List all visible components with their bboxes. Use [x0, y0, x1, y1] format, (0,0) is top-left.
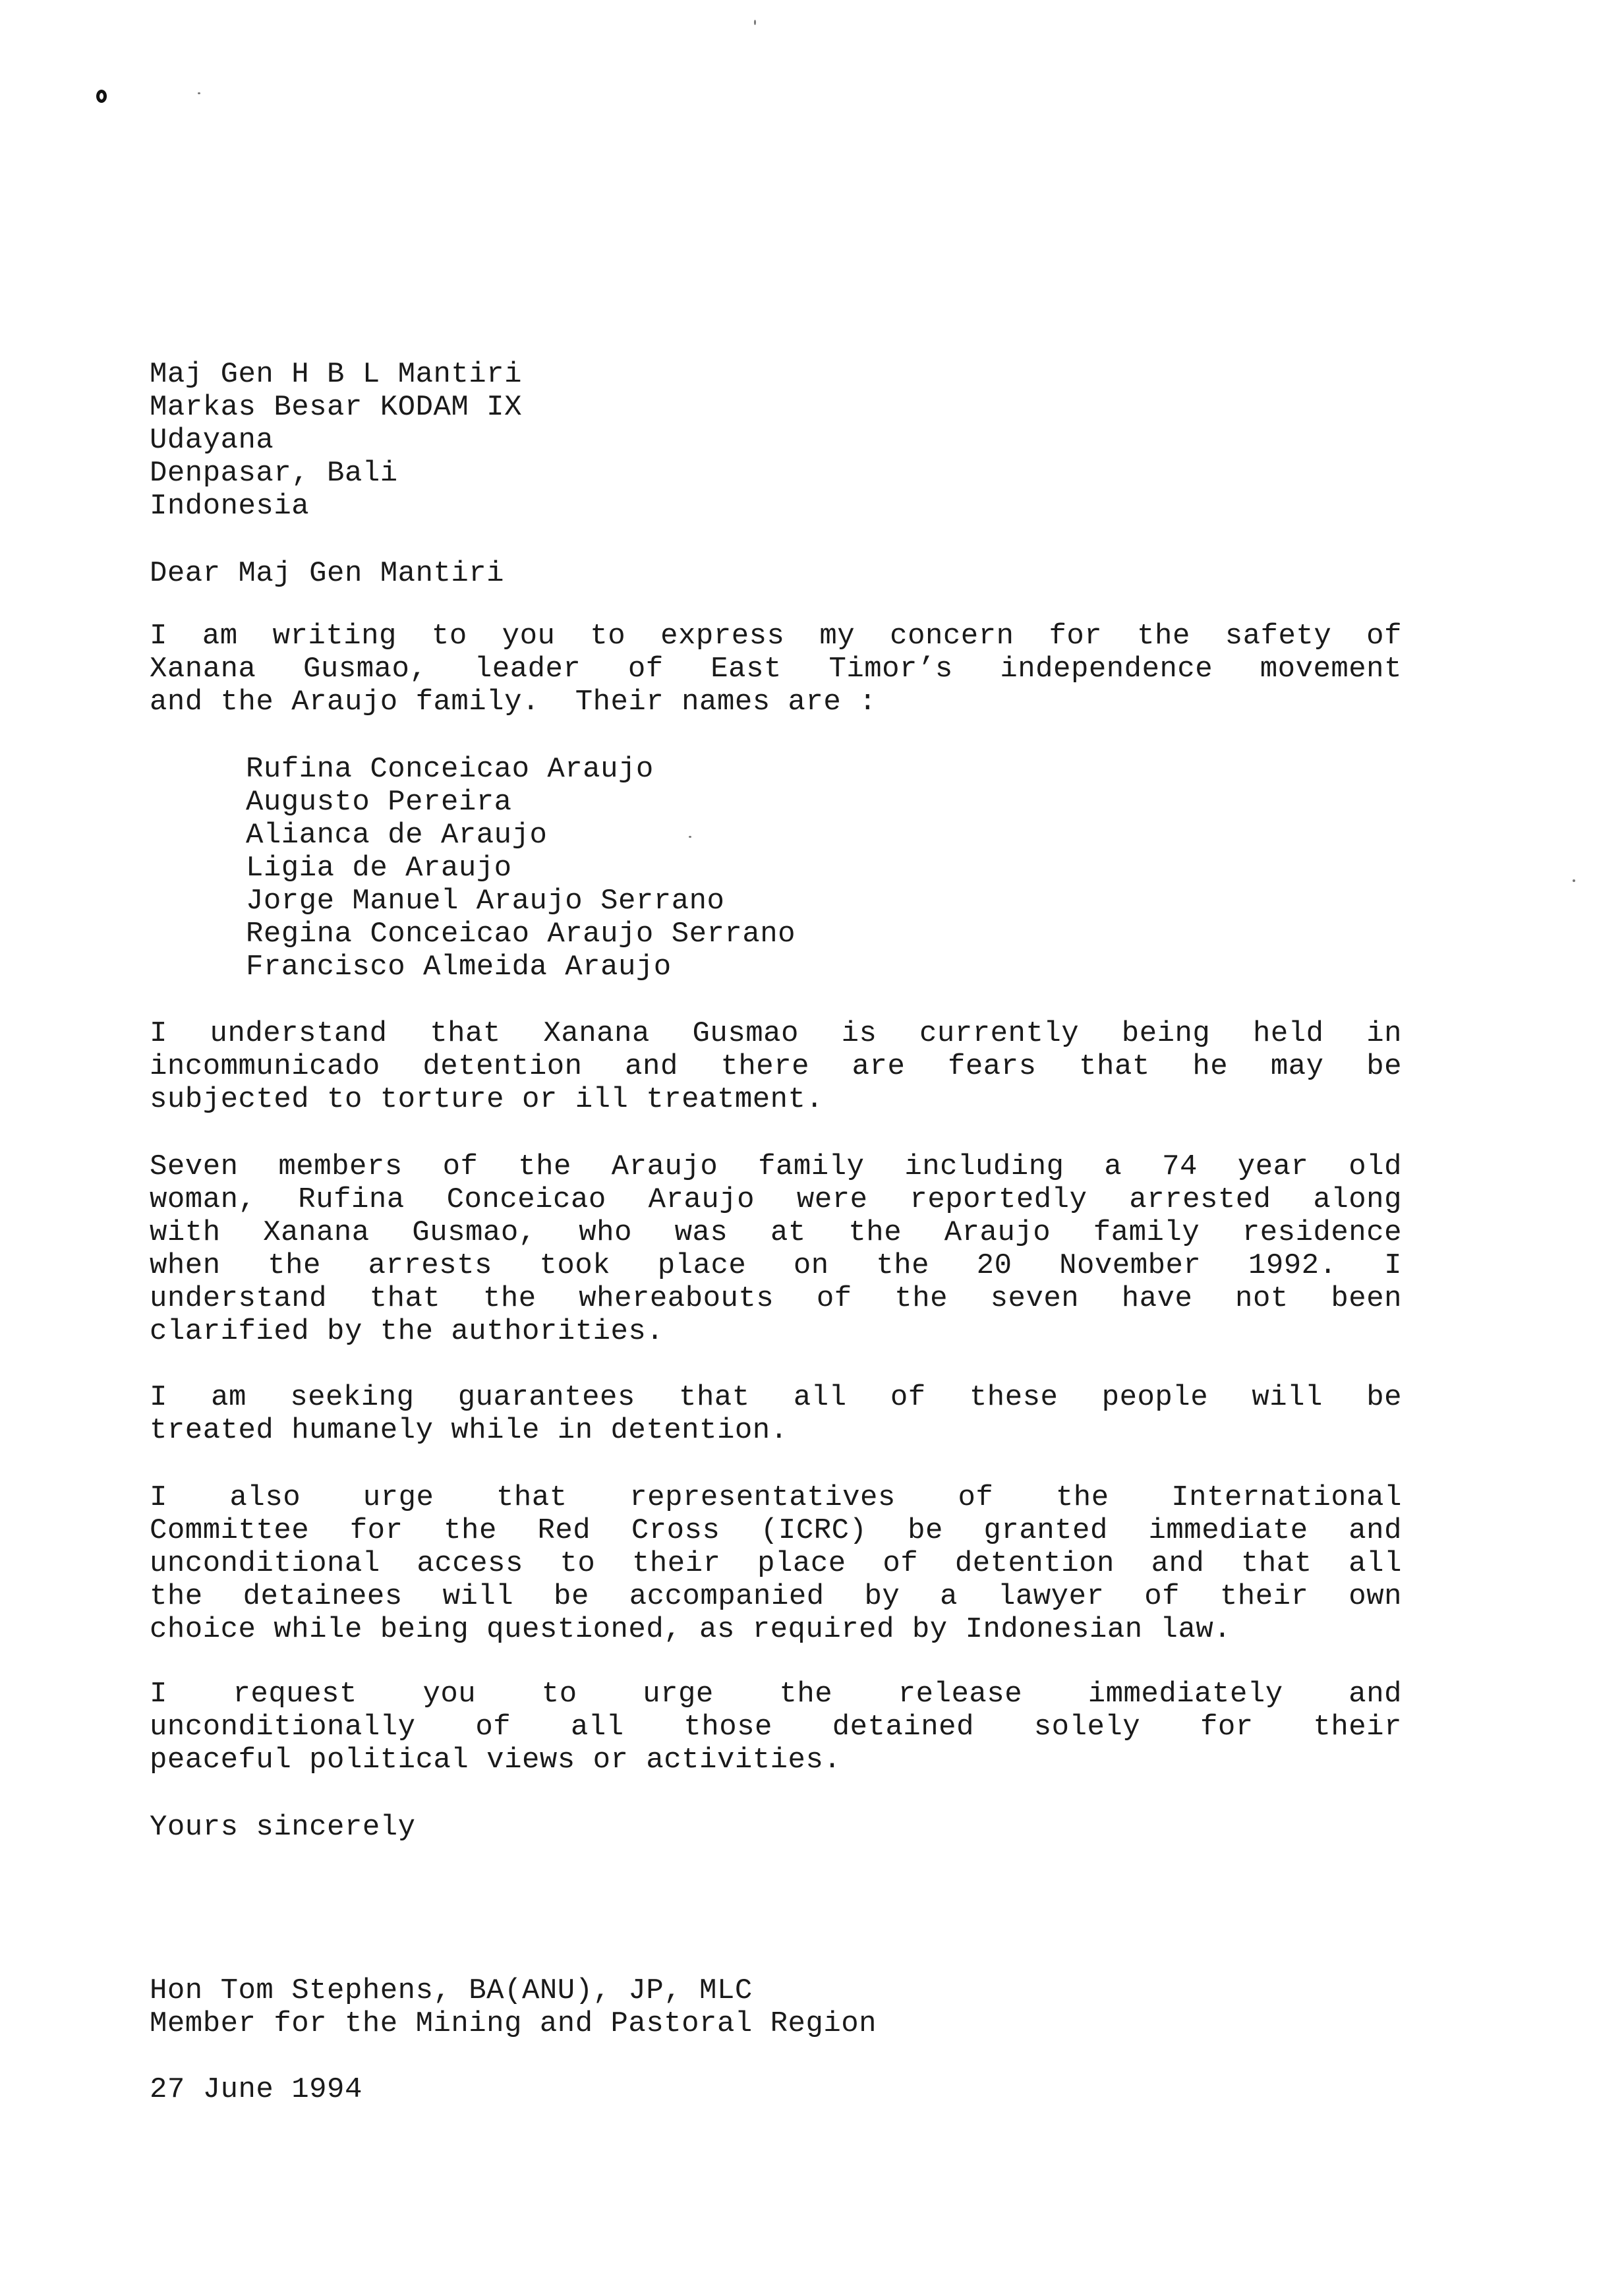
paragraph-6-line: unconditionally of all those detained solely for their [150, 1711, 1402, 1744]
salutation: Dear Maj Gen Mantiri [150, 557, 505, 590]
recipient-line: Maj Gen H B L Mantiri [150, 358, 522, 391]
speck [754, 20, 756, 25]
speck [1573, 879, 1575, 882]
paragraph-5-line: I also urge that representatives of the International [150, 1481, 1402, 1514]
speck [689, 836, 691, 838]
name-list-item: Augusto Pereira [246, 786, 512, 819]
paragraph-4-line: I am seeking guarantees that all of these people will be [150, 1381, 1402, 1414]
paragraph-3-line: understand that the whereabouts of the seven have not been [150, 1282, 1402, 1315]
recipient-line: Udayana [150, 424, 274, 457]
name-list-item: Jorge Manuel Araujo Serrano [246, 885, 725, 918]
paragraph-5-line: unconditional access to their place of detention and that all [150, 1547, 1402, 1580]
paragraph-2-line: I understand that Xanana Gusmao is currently being held in [150, 1017, 1402, 1050]
speck [198, 92, 200, 94]
paragraph-1-line: I am writing to you to express my concern for the safety of [150, 620, 1402, 653]
paragraph-5-line: the detainees will be accompanied by a lawyer of their own [150, 1580, 1402, 1613]
paragraph-2-line: subjected to torture or ill treatment. [150, 1083, 824, 1116]
paragraph-2-line: incommunicado detention and there are fears that he may be [150, 1050, 1402, 1083]
punch-hole-mark [96, 90, 107, 103]
name-list-item: Regina Conceicao Araujo Serrano [246, 918, 796, 951]
recipient-line: Denpasar, Bali [150, 457, 398, 490]
paragraph-3-line: Seven members of the Araujo family including a 74 year old [150, 1150, 1402, 1183]
letter-date: 27 June 1994 [150, 2073, 362, 2106]
paragraph-3-line: with Xanana Gusmao, who was at the Araujo family residence [150, 1216, 1402, 1249]
name-list-item: Ligia de Araujo [246, 852, 512, 885]
signatory-name: Hon Tom Stephens, BA(ANU), JP, MLC [150, 1974, 753, 2007]
paragraph-3-line: when the arrests took place on the 20 November 1992. I [150, 1249, 1402, 1282]
recipient-line: Markas Besar KODAM IX [150, 391, 522, 424]
paragraph-5-line: Committee for the Red Cross (ICRC) be granted immediate and [150, 1514, 1402, 1547]
recipient-line: Indonesia [150, 490, 310, 523]
paragraph-3-line: clarified by the authorities. [150, 1315, 664, 1348]
paragraph-6-line: peaceful political views or activities. [150, 1744, 842, 1777]
paragraph-5-line: choice while being questioned, as required by Indonesian law. [150, 1613, 1232, 1646]
signatory-title: Member for the Mining and Pastoral Region [150, 2007, 877, 2040]
name-list-item: Alianca de Araujo [246, 819, 548, 852]
paragraph-1-line: Xanana Gusmao, leader of East Timor’s independence movement [150, 653, 1402, 686]
paragraph-4-line: treated humanely while in detention. [150, 1414, 788, 1447]
paragraph-6-line: I request you to urge the release immediately and [150, 1678, 1402, 1711]
paragraph-3-line: woman, Rufina Conceicao Araujo were reportedly arrested along [150, 1183, 1402, 1216]
closing: Yours sincerely [150, 1811, 416, 1844]
name-list-item: Rufina Conceicao Araujo [246, 753, 654, 786]
name-list-item: Francisco Almeida Araujo [246, 951, 672, 984]
paragraph-1-line: and the Araujo family. Their names are : [150, 686, 877, 719]
